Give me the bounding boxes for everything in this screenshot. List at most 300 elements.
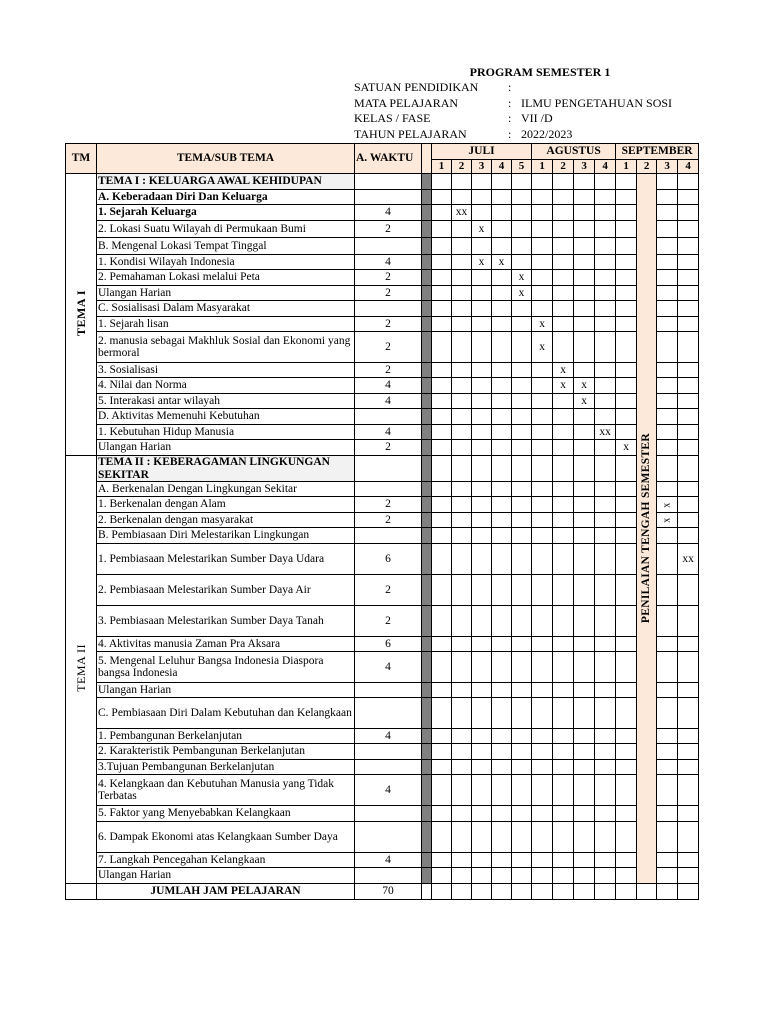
table-row: [66, 652, 699, 683]
week-mark-cell: [532, 270, 553, 286]
header-row: [66, 144, 699, 160]
week-mark-cell: [657, 853, 678, 868]
week-mark-cell: [657, 301, 678, 317]
week-mark-cell: [657, 652, 678, 683]
week-mark-cell: [452, 363, 472, 378]
week-mark-cell: [574, 775, 595, 806]
week-mark-cell: [553, 513, 574, 528]
week-mark-cell: [472, 775, 492, 806]
week-mark-cell: [472, 317, 492, 332]
week-mark-cell: [432, 544, 452, 575]
semester-program-table: [65, 143, 699, 900]
week-mark-cell: [432, 301, 452, 317]
week-mark-cell: [616, 456, 637, 482]
week-mark-cell: [472, 528, 492, 544]
waktu-cell: 2: [355, 332, 422, 363]
week-mark-cell: [532, 606, 553, 637]
week-mark-cell: [472, 440, 492, 456]
week-mark-cell: [512, 378, 532, 394]
week-mark-cell: [472, 729, 492, 744]
waktu-cell: 2: [355, 606, 422, 637]
header-week: 2: [553, 160, 574, 174]
info-label: KELAS / FASE: [354, 111, 431, 125]
week-mark-cell: [595, 363, 616, 378]
week-mark-cell: [678, 760, 699, 775]
week-mark-cell: [657, 378, 678, 394]
week-mark-cell: [492, 822, 512, 853]
table-row: [66, 822, 699, 853]
topic-cell: A. Keberadaan Diri Dan Keluarga: [97, 190, 355, 205]
week-mark-cell: [532, 174, 553, 190]
week-mark-cell: [616, 394, 637, 409]
week-mark-cell: [574, 575, 595, 606]
week-mark-cell: [492, 190, 512, 205]
week-mark-cell: [678, 853, 699, 868]
week-mark-cell: [452, 606, 472, 637]
table-row: [66, 286, 699, 301]
week-mark-cell: [553, 409, 574, 425]
waktu-cell: [355, 190, 422, 205]
week-mark-cell: [574, 806, 595, 822]
week-mark-cell: [616, 637, 637, 652]
waktu-cell: 2: [355, 575, 422, 606]
week-mark-cell: [616, 286, 637, 301]
week-mark-cell: [532, 440, 553, 456]
week-mark-cell: [492, 637, 512, 652]
week-mark-cell: [595, 606, 616, 637]
waktu-cell: 4: [355, 425, 422, 440]
week-mark-cell: [432, 868, 452, 884]
week-mark: x: [660, 518, 672, 523]
week-mark: xx: [682, 552, 694, 565]
week-mark-cell: [616, 205, 637, 221]
week-mark-cell: [452, 286, 472, 301]
week-mark-cell: [574, 853, 595, 868]
week-mark-cell: [678, 497, 699, 513]
week-mark-cell: [512, 729, 532, 744]
week-mark-cell: [595, 190, 616, 205]
week-mark-cell: [574, 868, 595, 884]
week-mark-cell: [492, 683, 512, 698]
waktu-cell: 6: [355, 637, 422, 652]
week-mark-cell: [553, 497, 574, 513]
week-mark-cell: [678, 332, 699, 363]
week-mark: xx: [455, 206, 468, 219]
week-mark-cell: [678, 317, 699, 332]
table-row: [66, 637, 699, 652]
table-row: [66, 394, 699, 409]
week-mark-cell: [595, 238, 616, 255]
week-mark-cell: [512, 606, 532, 637]
gray-spacer-cell: [422, 409, 432, 425]
table-row: [66, 270, 699, 286]
week-mark-cell: [616, 190, 637, 205]
week-mark-cell: [492, 238, 512, 255]
table-row: [66, 729, 699, 744]
week-mark-cell: [472, 205, 492, 221]
week-mark-cell: [657, 409, 678, 425]
week-mark-cell: [553, 456, 574, 482]
week-mark-cell: [532, 255, 553, 270]
topic-cell: 2. Karakteristik Pembangunan Berkelanjutan: [97, 744, 355, 760]
waktu-cell: [355, 744, 422, 760]
week-mark-cell: [595, 652, 616, 683]
header-month: JULI: [432, 144, 532, 160]
week-mark-cell: [532, 744, 553, 760]
week-mark-cell: [512, 238, 532, 255]
gray-spacer-cell: [422, 775, 432, 806]
week-mark-cell: [678, 425, 699, 440]
header-week: 2: [637, 160, 657, 174]
week-mark-cell: [595, 853, 616, 868]
total-empty-cell: [616, 884, 637, 900]
week-mark-cell: [512, 221, 532, 238]
week-mark-cell: [595, 301, 616, 317]
waktu-cell: [355, 456, 422, 482]
week-mark-cell: [616, 363, 637, 378]
week-mark-cell: [452, 698, 472, 729]
week-mark-cell: [574, 652, 595, 683]
week-mark-cell: [553, 205, 574, 221]
header-week: 4: [678, 160, 699, 174]
total-empty-cell: [553, 884, 574, 900]
week-mark-cell: [452, 440, 472, 456]
week-mark-cell: [678, 482, 699, 497]
waktu-cell: 2: [355, 317, 422, 332]
week-mark-cell: [452, 513, 472, 528]
week-mark-cell: [616, 822, 637, 853]
week-mark-cell: [678, 513, 699, 528]
week-mark-cell: [595, 394, 616, 409]
table-row: [66, 853, 699, 868]
week-mark-cell: [492, 255, 512, 270]
week-mark-cell: [492, 868, 512, 884]
gray-spacer-cell: [422, 729, 432, 744]
gray-spacer-cell: [422, 190, 432, 205]
topic-cell: 5. Interakasi antar wilayah: [97, 394, 355, 409]
table-row: [66, 425, 699, 440]
week-mark-cell: [678, 394, 699, 409]
header-week: 3: [472, 160, 492, 174]
week-mark-cell: [657, 683, 678, 698]
week-mark-cell: [595, 760, 616, 775]
week-mark-cell: [452, 853, 472, 868]
week-mark-cell: [678, 456, 699, 482]
week-mark-cell: [492, 270, 512, 286]
waktu-cell: [355, 806, 422, 822]
week-mark-cell: [678, 378, 699, 394]
week-mark-cell: [678, 270, 699, 286]
week-mark-cell: [574, 497, 595, 513]
week-mark-cell: [472, 822, 492, 853]
week-mark-cell: [512, 363, 532, 378]
week-mark-cell: [595, 637, 616, 652]
week-mark-cell: [553, 394, 574, 409]
table-row: [66, 190, 699, 205]
gray-spacer-cell: [422, 575, 432, 606]
week-mark-cell: [574, 456, 595, 482]
week-mark-cell: [553, 238, 574, 255]
week-mark-cell: [452, 775, 472, 806]
week-mark-cell: [616, 482, 637, 497]
week-mark-cell: [432, 528, 452, 544]
week-mark-cell: [432, 409, 452, 425]
info-value: 2022/2023: [521, 126, 573, 141]
week-mark-cell: [678, 575, 699, 606]
week-mark-cell: [452, 409, 472, 425]
week-mark-cell: [595, 729, 616, 744]
table-row: [66, 606, 699, 637]
week-mark-cell: [678, 698, 699, 729]
week-mark-cell: [553, 652, 574, 683]
table-row: [66, 513, 699, 528]
week-mark-cell: [472, 270, 492, 286]
waktu-cell: 4: [355, 652, 422, 683]
header-month: SEPTEMBER: [616, 144, 699, 160]
week-mark-cell: [553, 482, 574, 497]
waktu-cell: 4: [355, 853, 422, 868]
week-mark-cell: [532, 822, 553, 853]
week-mark-cell: [512, 575, 532, 606]
week-mark-cell: [472, 190, 492, 205]
info-label: TAHUN PELAJARAN: [354, 126, 467, 141]
week-mark-cell: [472, 497, 492, 513]
week-mark-cell: [574, 425, 595, 440]
week-mark-cell: [452, 205, 472, 221]
week-mark-cell: [492, 528, 512, 544]
week-mark-cell: [512, 205, 532, 221]
week-mark-cell: [574, 698, 595, 729]
week-mark-cell: [574, 482, 595, 497]
week-mark-cell: [616, 683, 637, 698]
week-mark-cell: [452, 652, 472, 683]
week-mark-cell: [492, 425, 512, 440]
week-mark-cell: [616, 497, 637, 513]
week-mark: x: [581, 394, 587, 407]
week-mark-cell: [492, 394, 512, 409]
week-mark-cell: [472, 513, 492, 528]
pts-label-wrap: [637, 174, 656, 883]
week-mark-cell: [657, 637, 678, 652]
week-mark-cell: [512, 301, 532, 317]
week-mark-cell: [616, 440, 637, 456]
gray-spacer-cell: [422, 683, 432, 698]
week-mark-cell: [512, 822, 532, 853]
week-mark-cell: [574, 729, 595, 744]
week-mark-cell: [595, 528, 616, 544]
topic-cell: 1. Pembangunan Berkelanjutan: [97, 729, 355, 744]
topic-cell: 1. Sejarah lisan: [97, 317, 355, 332]
week-mark-cell: [595, 425, 616, 440]
week-mark-cell: [432, 683, 452, 698]
table-row: [66, 317, 699, 332]
week-mark-cell: [616, 238, 637, 255]
table-row: [66, 683, 699, 698]
topic-cell: D. Aktivitas Memenuhi Kebutuhan: [97, 409, 355, 425]
week-mark-cell: [553, 729, 574, 744]
week-mark-cell: [432, 270, 452, 286]
week-mark-cell: [512, 853, 532, 868]
week-mark-cell: [595, 744, 616, 760]
week-mark-cell: [492, 744, 512, 760]
gray-spacer-cell: [422, 255, 432, 270]
week-mark-cell: [492, 775, 512, 806]
week-mark-cell: [432, 482, 452, 497]
week-mark-cell: [595, 698, 616, 729]
week-mark-cell: [616, 174, 637, 190]
week-mark-cell: [452, 174, 472, 190]
week-mark-cell: [492, 482, 512, 497]
week-mark: x: [518, 271, 525, 284]
week-mark-cell: [678, 221, 699, 238]
week-mark-cell: [553, 544, 574, 575]
table-row: [66, 363, 699, 378]
table-row: [66, 301, 699, 317]
week-mark-cell: [452, 637, 472, 652]
table-row: [66, 255, 699, 270]
week-mark-cell: [678, 301, 699, 317]
week-mark-cell: [512, 255, 532, 270]
total-empty-cell: [657, 884, 678, 900]
week-mark-cell: [532, 190, 553, 205]
week-mark-cell: [512, 190, 532, 205]
gray-spacer-cell: [422, 698, 432, 729]
week-mark-cell: [452, 332, 472, 363]
week-mark-cell: [616, 378, 637, 394]
info-row: [354, 127, 672, 143]
week-mark-cell: [532, 683, 553, 698]
week-mark-cell: [432, 378, 452, 394]
week-mark-cell: [532, 363, 553, 378]
week-mark-cell: [553, 744, 574, 760]
week-mark-cell: [595, 806, 616, 822]
week-mark-cell: [532, 868, 553, 884]
gray-spacer-cell: [422, 238, 432, 255]
gray-spacer-cell: [422, 332, 432, 363]
week-mark-cell: [595, 868, 616, 884]
week-mark-cell: [657, 775, 678, 806]
week-mark-cell: [678, 652, 699, 683]
week-mark-cell: [452, 317, 472, 332]
topic-cell: 1. Berkenalan dengan Alam: [97, 497, 355, 513]
week-mark-cell: [452, 378, 472, 394]
waktu-cell: [355, 698, 422, 729]
week-mark-cell: [432, 775, 452, 806]
week-mark-cell: [678, 775, 699, 806]
week-mark-cell: [657, 744, 678, 760]
total-label: JUMLAH JAM PELAJARAN: [97, 884, 355, 900]
total-empty-cell: [574, 884, 595, 900]
gray-spacer-cell: [422, 544, 432, 575]
waktu-cell: [355, 482, 422, 497]
week-mark-cell: [595, 482, 616, 497]
week-mark-cell: [452, 238, 472, 255]
week-mark-cell: [512, 174, 532, 190]
week-mark-cell: [472, 683, 492, 698]
topic-cell: Ulangan Harian: [97, 286, 355, 301]
week-mark-cell: [616, 652, 637, 683]
topic-cell: 4. Nilai dan Norma: [97, 378, 355, 394]
week-mark-cell: [452, 190, 472, 205]
week-mark: xx: [599, 425, 611, 438]
week-mark-cell: [574, 286, 595, 301]
header-week: 5: [512, 160, 532, 174]
week-mark-cell: [553, 440, 574, 456]
week-mark-cell: [532, 425, 553, 440]
total-empty-cell: [432, 884, 452, 900]
gray-spacer-cell: [422, 806, 432, 822]
week-mark-cell: [432, 806, 452, 822]
week-mark-cell: [678, 822, 699, 853]
week-mark-cell: [492, 221, 512, 238]
week-mark-cell: [678, 744, 699, 760]
week-mark-cell: [678, 637, 699, 652]
gray-spacer-cell: [422, 394, 432, 409]
week-mark-cell: [512, 698, 532, 729]
week-mark-cell: [595, 221, 616, 238]
week-mark-cell: [472, 286, 492, 301]
week-mark-cell: [678, 174, 699, 190]
info-row: [354, 80, 672, 96]
week-mark-cell: [574, 317, 595, 332]
week-mark-cell: [595, 544, 616, 575]
topic-cell: C. Sosialisasi Dalam Masyarakat: [97, 301, 355, 317]
header-tema: TEMA/SUB TEMA: [97, 144, 355, 174]
week-mark-cell: [532, 378, 553, 394]
week-mark-cell: [553, 190, 574, 205]
week-mark-cell: [553, 174, 574, 190]
week-mark-cell: [657, 238, 678, 255]
total-empty-cell: [472, 884, 492, 900]
week-mark-cell: [532, 853, 553, 868]
week-mark-cell: [595, 822, 616, 853]
week-mark-cell: [553, 255, 574, 270]
total-empty-cell: [595, 884, 616, 900]
week-mark-cell: [512, 456, 532, 482]
week-mark-cell: [657, 456, 678, 482]
week-mark-cell: [452, 868, 472, 884]
week-mark-cell: [553, 528, 574, 544]
topic-cell: 6. Dampak Ekonomi atas Kelangkaan Sumber Daya: [97, 822, 355, 853]
info-value: VII /D: [521, 111, 553, 125]
document-info: [354, 80, 672, 142]
week-mark-cell: [472, 575, 492, 606]
total-empty-cell: [678, 884, 699, 900]
table-row: [66, 698, 699, 729]
week-mark-cell: [678, 255, 699, 270]
week-mark-cell: [595, 456, 616, 482]
week-mark-cell: [657, 544, 678, 575]
header-week: 4: [595, 160, 616, 174]
week-mark-cell: [452, 683, 472, 698]
week-mark-cell: [678, 409, 699, 425]
topic-cell: 2. Berkenalan dengan masyarakat: [97, 513, 355, 528]
gray-spacer-cell: [422, 378, 432, 394]
table-row: [66, 332, 699, 363]
week-mark-cell: [532, 528, 553, 544]
week-mark-cell: [657, 286, 678, 301]
week-mark-cell: [616, 544, 637, 575]
week-mark-cell: [452, 270, 472, 286]
week-mark-cell: [678, 363, 699, 378]
gray-spacer-cell: [422, 221, 432, 238]
table-row: [66, 174, 699, 190]
gray-spacer-cell: [422, 497, 432, 513]
week-mark-cell: [492, 652, 512, 683]
week-mark-cell: [532, 698, 553, 729]
week-mark-cell: [553, 575, 574, 606]
header-week: 1: [616, 160, 637, 174]
